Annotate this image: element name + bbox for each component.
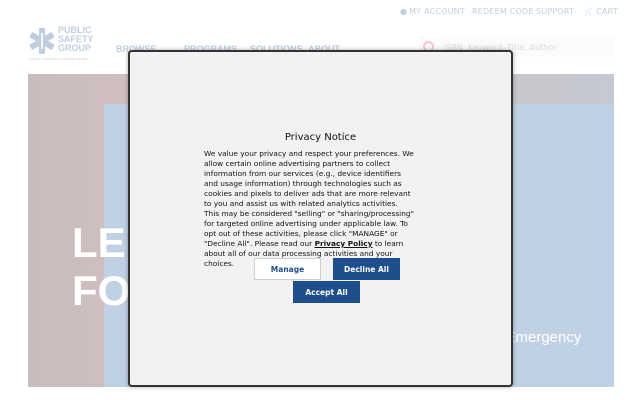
dialog-body-text: We value your privacy and respect your preferences. We allow certain online advertising partners to collect information from our services (e.g., device identifiers and usage information) through technologies such as cookies and pixels to deliver ads that are more relevant to you and assist us with related analytics activities. This may be considered "selling" or "sharing/processing" for targeted online advertising under applicable law. To opt out of these activities, please click "MANAGE" or "Decline All". Please read our bbox=[204, 149, 415, 248]
accept-all-button[interactable]: Accept All bbox=[293, 281, 360, 303]
privacy-notice-dialog bbox=[128, 50, 513, 387]
privacy-policy-link[interactable]: Privacy Policy bbox=[314, 239, 373, 248]
manage-button[interactable]: Manage bbox=[254, 258, 321, 280]
dialog-body-text-end: to learn about all of our data processing activities and your choices. bbox=[204, 239, 404, 268]
dialog-body bbox=[204, 149, 414, 269]
dialog-title: Privacy Notice bbox=[284, 132, 357, 143]
decline-all-button[interactable]: Decline All bbox=[333, 258, 400, 280]
